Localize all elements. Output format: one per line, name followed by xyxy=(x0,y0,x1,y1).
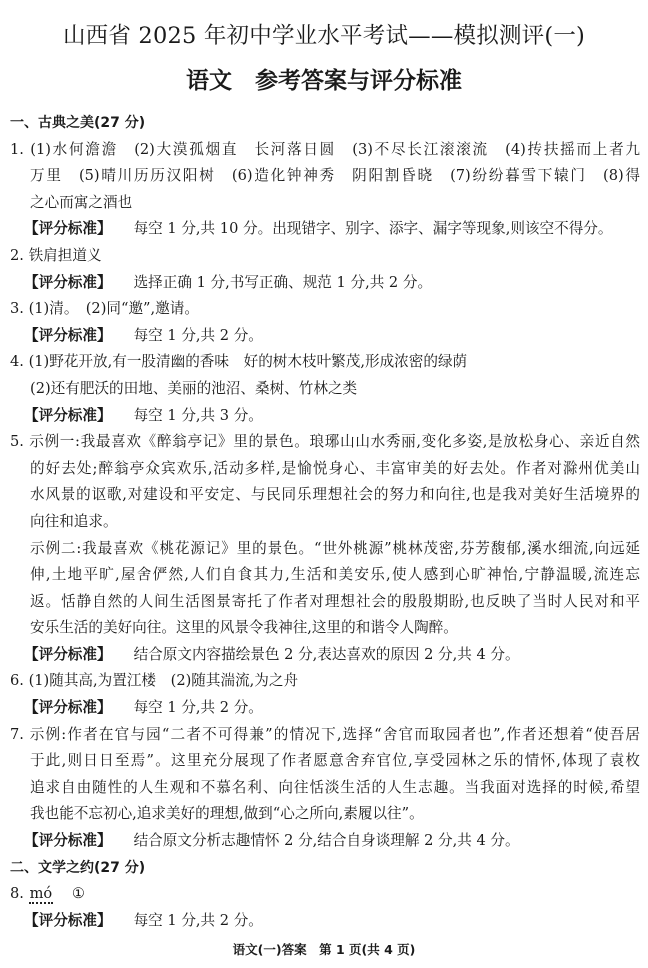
q1-criteria xyxy=(10,216,640,243)
q2-criteria xyxy=(10,270,640,297)
exam-title: 山西省 2025 年初中学业水平考试——模拟测评(一) xyxy=(62,23,586,49)
section-heading-classical: 一、古典之美(27 分) xyxy=(10,115,146,131)
q5-line-1: 5. 示例一:我最喜欢《醉翁亭记》里的景色。琅琊山山水秀丽,变化多姿,是放松身心、亲近自然 xyxy=(10,433,640,451)
q7-criteria xyxy=(10,828,640,855)
q8-choice-answer: ① xyxy=(71,885,85,903)
q5-line-8: 安乐生活的美好向往。这里的风景令我神往,这里的和谐令人陶醉。 xyxy=(30,619,458,637)
q4-criteria xyxy=(10,403,640,430)
criteria-tag: 【评分标准】 xyxy=(24,406,112,424)
q7-line-3: 追求自由随性的人生观和不慕名利、向往恬淡生活的人生志趣。当我面对选择的时候,希望 xyxy=(30,778,640,796)
document-subtitle: 语文 参考答案与评分标准 xyxy=(186,68,462,94)
q5-criteria-text: 结合原文内容描绘景色 2 分,表达喜欢的原因 2 分,共 4 分。 xyxy=(133,645,520,663)
q6-criteria xyxy=(10,695,640,722)
criteria-tag: 【评分标准】 xyxy=(24,911,112,929)
q3-line-1: 3. (1)清。 (2)同“邀”,邀请。 xyxy=(10,300,199,318)
q7-line-2: 于此,则日日至焉”。这里充分展现了作者愿意舍弃官位,享受园林之乐的情怀,体现了袁枚 xyxy=(30,752,640,770)
section-heading-literature: 二、文学之约(27 分) xyxy=(10,859,146,876)
q1-criteria-text: 每空 1 分,共 10 分。出现错字、别字、添字、漏字等现象,则该空不得分。 xyxy=(133,220,613,238)
q7-line-1: 7. 示例:作者在官与园“二者不可得兼”的情况下,选择“舍官而取园者也”,作者还想着“使吾居 xyxy=(10,725,640,743)
answer-content xyxy=(10,110,640,934)
page-footer: 语文(一)答案 第 1 页(共 4 页) xyxy=(232,942,416,957)
q7-line-4: 我也能不忘初心,追求美好的理想,做到“心之所向,素履以往”。 xyxy=(30,805,424,823)
q1-line-1: 1. (1)水何澹澹 (2)大漠孤烟直 长河落日圆 (3)不尽长江滚滚流 (4)抟扶摇而上者九 xyxy=(10,140,640,158)
q2-criteria-text: 选择正确 1 分,书写正确、规范 1 分,共 2 分。 xyxy=(133,273,433,291)
criteria-tag: 【评分标准】 xyxy=(24,832,112,850)
q1-line-3: 之心而寓之酒也 xyxy=(30,193,133,211)
q8-pinyin-answer: mó xyxy=(29,885,53,903)
criteria-tag: 【评分标准】 xyxy=(24,220,112,238)
q5-line-4: 向往和追求。 xyxy=(30,512,118,530)
q8-line-1 xyxy=(10,881,640,908)
q8-number: 8. xyxy=(10,885,24,903)
q5-line-3: 水风景的讴歌,对建设和平安定、与民同乐理想社会的努力和向往,也是我对美好生活境界的 xyxy=(30,486,640,504)
criteria-tag: 【评分标准】 xyxy=(24,645,112,663)
q6-line-1: 6. (1)随其高,为置江楼 (2)随其湍流,为之舟 xyxy=(10,672,299,690)
criteria-tag: 【评分标准】 xyxy=(24,326,112,344)
q1-line-2: 万里 (5)晴川历历汉阳树 (6)造化钟神秀 阴阳割昏晓 (7)纷纷暮雪下辕门 (8)得 xyxy=(30,167,640,185)
q3-criteria xyxy=(10,323,640,350)
q4-line-1: 4. (1)野花开放,有一股清幽的香味 好的树木枝叶繁茂,形成浓密的绿荫 xyxy=(10,353,468,371)
q8-criteria-text: 每空 1 分,共 2 分。 xyxy=(133,911,263,929)
q7-criteria-text: 结合原文分析志趣情怀 2 分,结合自身谈理解 2 分,共 4 分。 xyxy=(133,832,520,850)
q4-criteria-text: 每空 1 分,共 3 分。 xyxy=(133,406,263,424)
criteria-tag: 【评分标准】 xyxy=(24,273,112,291)
q3-criteria-text: 每空 1 分,共 2 分。 xyxy=(133,326,263,344)
q2-line-1: 2. 铁肩担道义 xyxy=(10,246,102,264)
q8-criteria xyxy=(10,908,640,935)
criteria-tag: 【评分标准】 xyxy=(24,699,112,717)
q5-line-2: 的好去处;醉翁亭众宾欢乐,活动多样,是愉悦身心、丰富审美的好去处。作者对滁州优美山 xyxy=(30,459,640,477)
q5-criteria xyxy=(10,642,640,669)
q5-line-6: 伸,土地平旷,屋舍俨然,人们自食其力,生活和美安乐,使人感到心旷神怡,宁静温暖,流连忘 xyxy=(30,566,640,584)
q6-criteria-text: 每空 1 分,共 2 分。 xyxy=(133,699,263,717)
q4-line-2: (2)还有肥沃的田地、美丽的池沼、桑树、竹林之类 xyxy=(30,379,358,397)
q5-line-7: 返。恬静自然的人间生活图景寄托了作者对理想社会的殷殷期盼,也反映了当时人民对和平 xyxy=(30,592,640,610)
q5-line-5: 示例二:我最喜欢《桃花源记》里的景色。“世外桃源”桃林茂密,芬芳馥郁,溪水细流,向远延 xyxy=(30,539,640,557)
